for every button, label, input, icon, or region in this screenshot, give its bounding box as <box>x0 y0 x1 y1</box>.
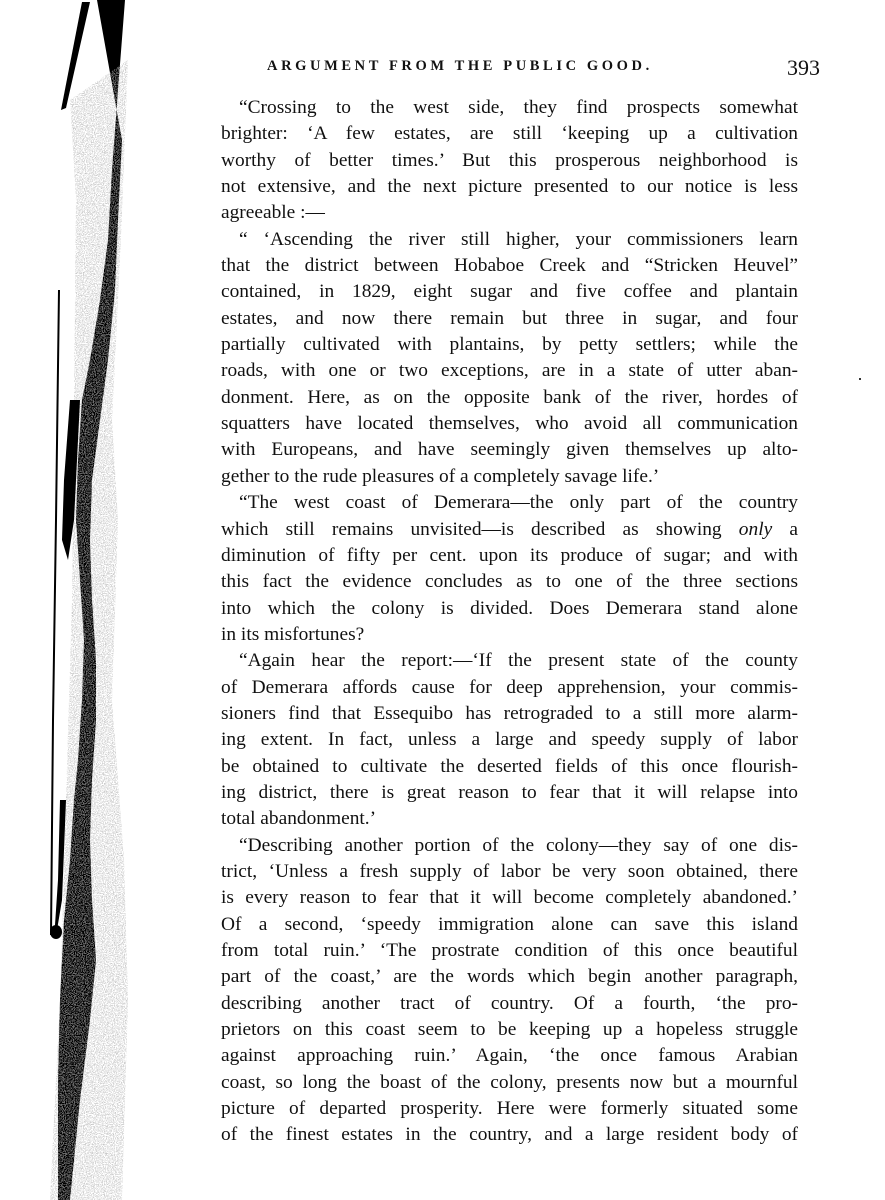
text-line: diminution of fifty per cent. upon its produce of sugar; and with <box>221 544 798 566</box>
text-line: trict, ‘Unless a fresh supply of labor be very soon obtained, there <box>221 860 798 882</box>
text-line: roads, with one or two exceptions, are in a state of utter aban- <box>221 360 798 382</box>
text-line: gether to the rude pleasures of a completely savage life.’ <box>221 465 660 487</box>
text-line: Of a second, ‘speedy immigration alone can save this island <box>221 913 798 935</box>
text-line: ing extent. In fact, unless a large and speedy supply of labor <box>221 729 798 751</box>
paragraph-1 <box>203 95 798 227</box>
binding-speckle <box>50 60 128 1200</box>
paragraph-3 <box>203 490 798 648</box>
page-number: 393 <box>787 55 820 80</box>
text-line: estates, and now there remain but three in sugar, and four <box>221 307 798 329</box>
text-line: worthy of better times.’ But this prosperous neighborhood is <box>221 149 798 171</box>
text-line: partially cultivated with plantains, by petty settlers; while the <box>221 334 798 356</box>
text-line: of the finest estates in the country, and a large resident body of <box>221 1124 798 1146</box>
italic-word: only <box>738 518 773 540</box>
text-line: “Describing another portion of the colony—they say of one dis- <box>239 834 798 856</box>
text-line: against approaching ruin.’ Again, ‘the once famous Arabian <box>221 1045 798 1067</box>
running-title: ARGUMENT FROM THE PUBLIC GOOD. <box>267 58 653 74</box>
text-line: that the district between Hobaboe Creek and “Stricken Heuvel” <box>221 255 798 277</box>
text-line: part of the coast,’ are the words which begin another paragraph, <box>221 966 798 988</box>
text-line: with Europeans, and have seemingly given themselves up alto- <box>221 439 798 461</box>
text-line: coast, so long the boast of the colony, presents now but a mournful <box>221 1071 798 1093</box>
paragraph-2 <box>203 227 798 490</box>
text-line: total abandonment.’ <box>221 808 377 830</box>
body-text <box>203 95 798 1149</box>
binding-shadow <box>0 0 200 1200</box>
text-line: donment. Here, as on the opposite bank of the river, hordes of <box>221 386 798 408</box>
text-line: describing another tract of country. Of a fourth, ‘the pro- <box>221 992 798 1014</box>
text-line: be obtained to cultivate the deserted fields of this once flourish- <box>221 755 798 777</box>
text-line: picture of departed prosperity. Here were formerly situated some <box>221 1098 798 1120</box>
text-segment: which still remains unvisited—is described as showing <box>221 518 739 540</box>
text-line: of Demerara affords cause for deep apprehension, your commis- <box>221 676 798 698</box>
stray-mark <box>859 378 861 380</box>
text-line: is every reason to fear that it will become completely abandoned.’ <box>221 887 798 909</box>
text-line: in its misfortunes? <box>221 623 365 645</box>
binding-edge-line <box>50 290 60 935</box>
paragraph-4 <box>203 648 798 832</box>
text-line: into which the colony is divided. Does Demerara stand alone <box>221 597 798 619</box>
text-line: this fact the evidence concludes as to one of the three sections <box>221 571 798 593</box>
text-segment: a <box>772 518 798 540</box>
text-line: “Crossing to the west side, they find prospects somewhat <box>239 97 798 118</box>
text-line: brighter: ‘A few estates, are still ‘keeping up a cultivation <box>221 123 798 145</box>
text-line: squatters have located themselves, who avoid all communication <box>221 413 798 435</box>
text-line: sioners find that Essequibo has retrograded to a still more alarm- <box>221 702 798 724</box>
text-line: not extensive, and the next picture presented to our notice is less <box>221 176 798 198</box>
text-line: “The west coast of Demerara—the only part of the country <box>239 492 798 514</box>
book-page <box>203 54 820 1149</box>
text-line: “ ‘Ascending the river still higher, your commissioners learn <box>239 228 798 250</box>
paragraph-5 <box>203 833 798 1149</box>
text-line: prietors on this coast seem to be keeping up a hopeless struggle <box>221 1019 798 1041</box>
text-line: ing district, there is great reason to fear that it will relapse into <box>221 781 798 803</box>
text-line: from total ruin.’ ‘The prostrate condition of this once beautiful <box>221 940 798 961</box>
text-line: contained, in 1829, eight sugar and five coffee and plantain <box>221 281 798 303</box>
text-line: agreeable :— <box>221 202 325 224</box>
text-line: “Again hear the report:—‘If the present state of the county <box>239 650 798 672</box>
text-line-with-italic <box>203 517 798 543</box>
running-head <box>203 54 820 84</box>
